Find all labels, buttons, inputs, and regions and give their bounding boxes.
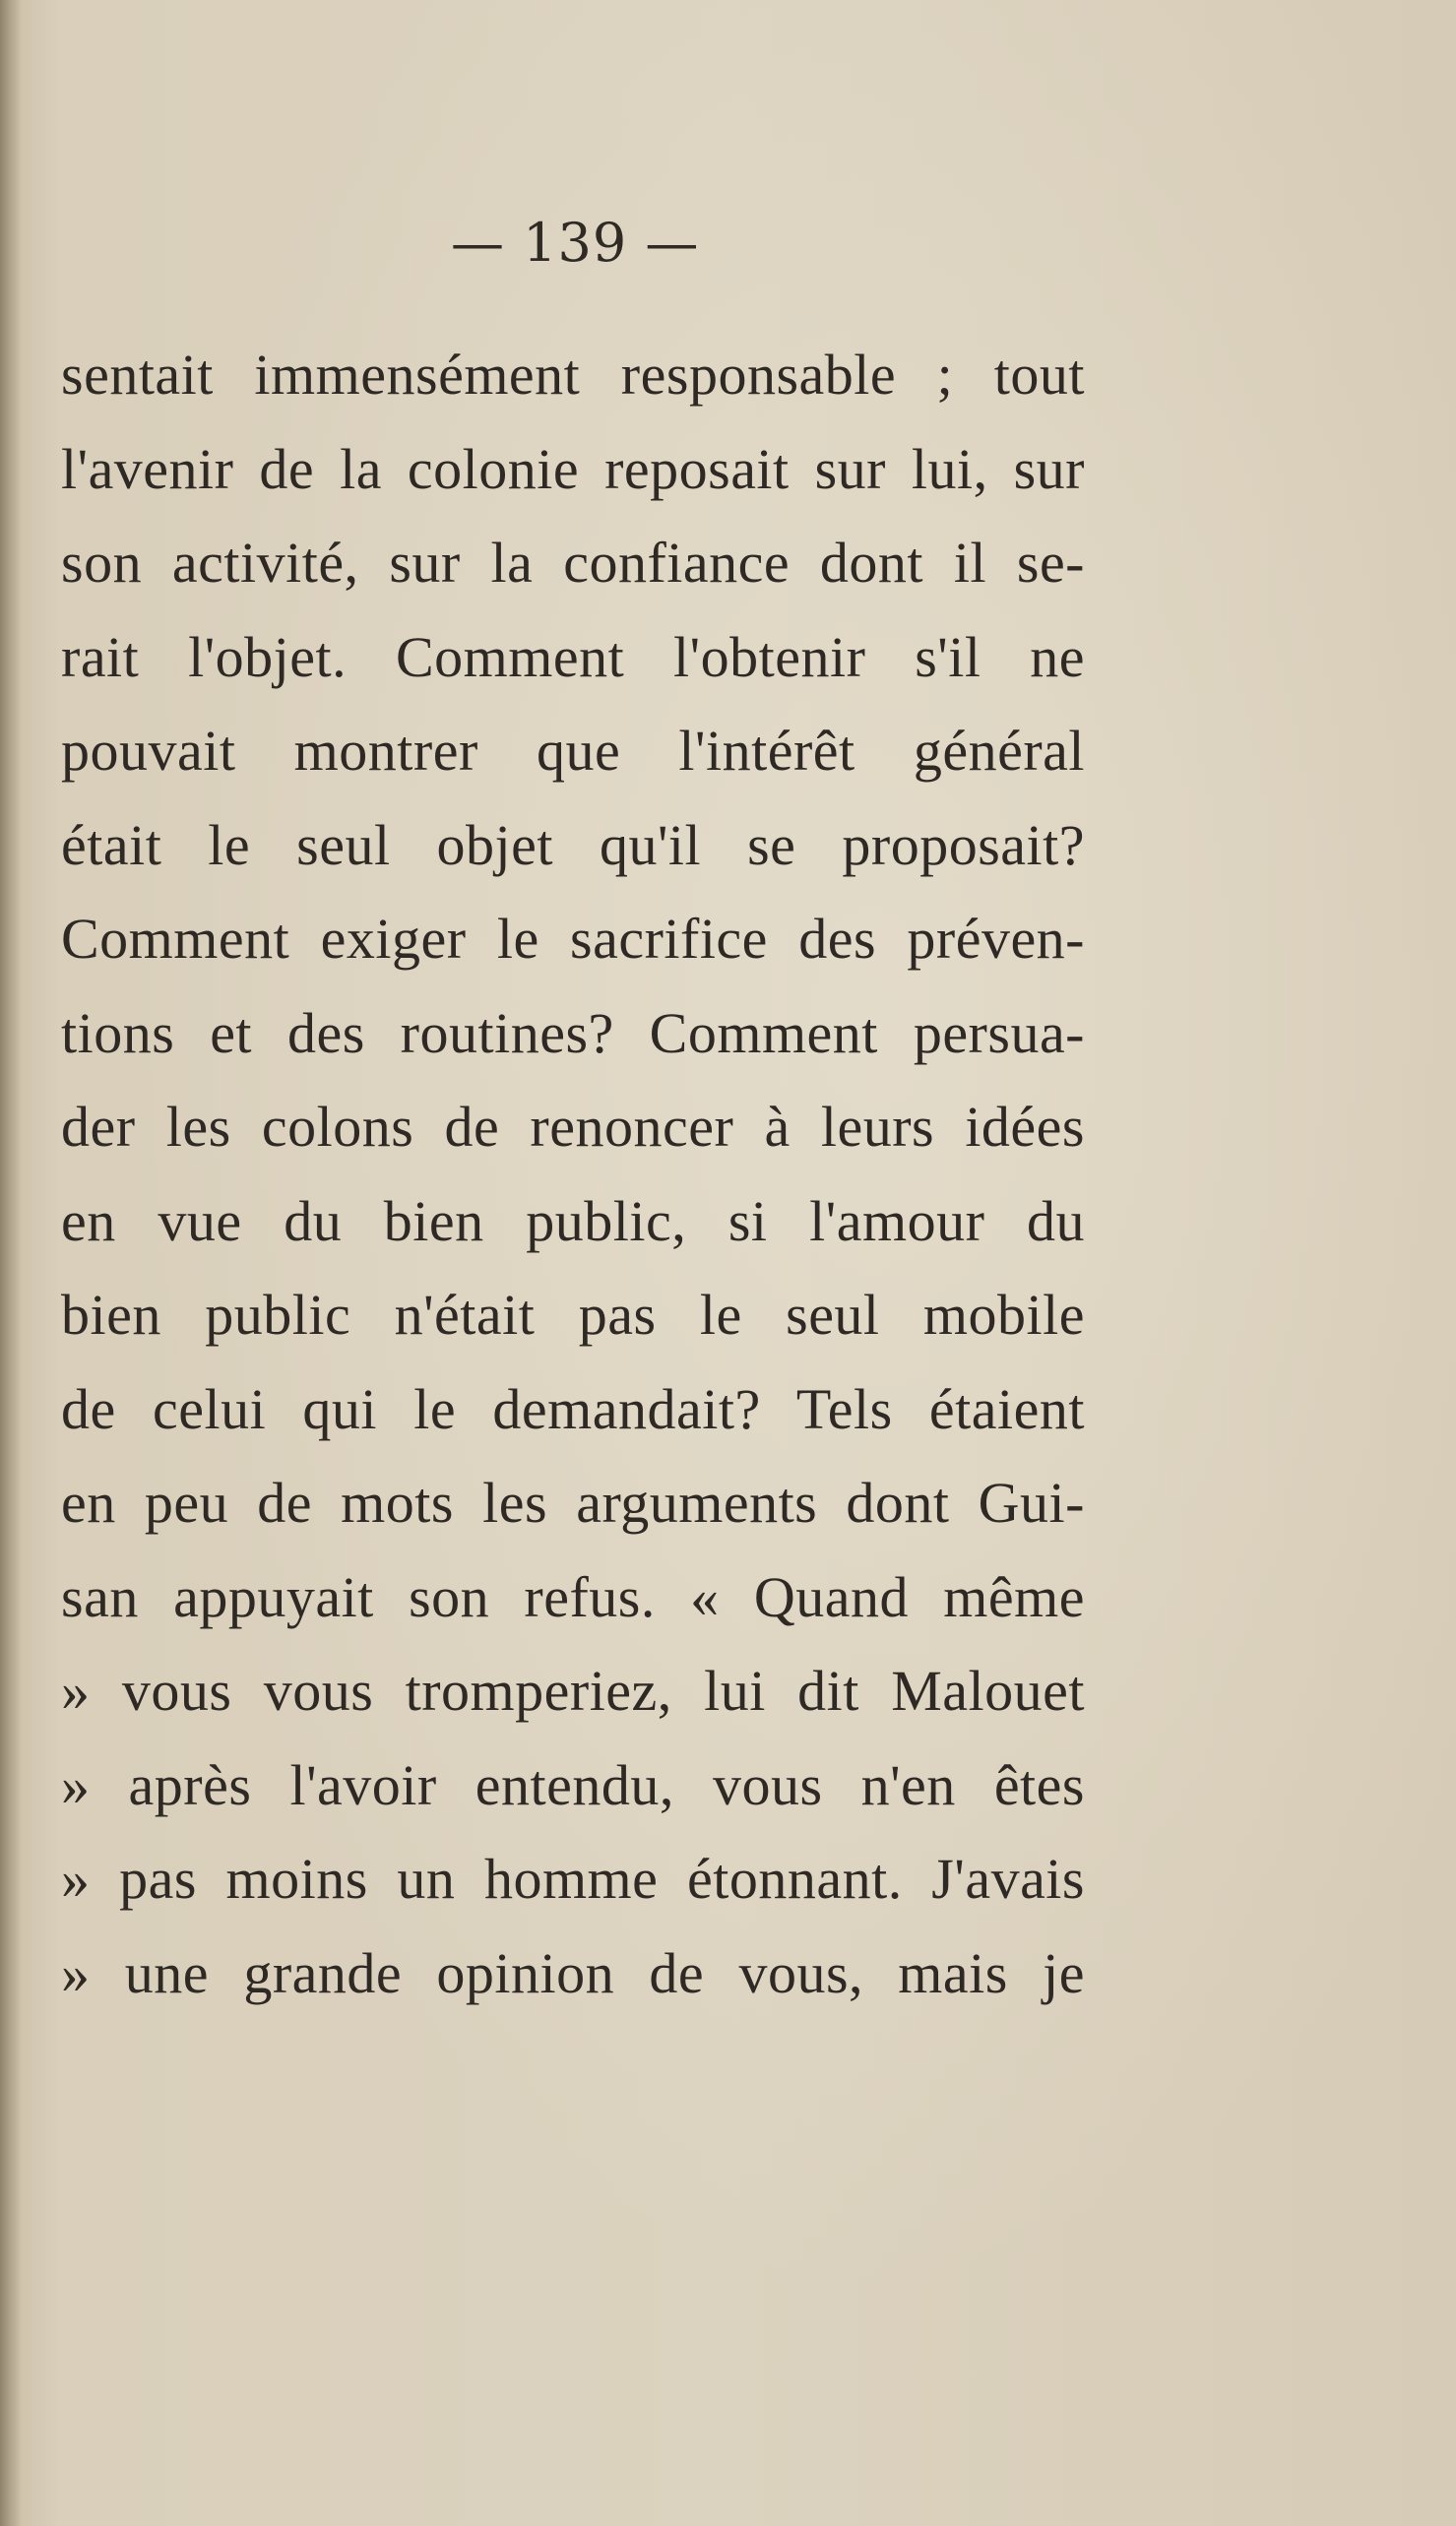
text-line: san appuyait son refus. « Quand même [61,1564,1085,1629]
text-line: der les colons de renoncer à leurs idées [61,1095,1085,1159]
text-line: était le seul objet qu'il se proposait? [61,812,1085,877]
text-line: tions et des routines? Comment persua- [61,1000,1085,1065]
page-binding-edge [0,0,22,2526]
page-number-label: — 139 — [451,212,700,274]
page-body-text [61,328,1085,2020]
text-line: pouvait montrer que l'intérêt général [61,719,1085,783]
text-line: » vous vous tromperiez, lui dit Malouet [61,1659,1085,1723]
text-line: en peu de mots les arguments dont Gui- [61,1471,1085,1535]
text-line: » une grande opinion de vous, mais je [61,1940,1085,2005]
text-line: rait l'objet. Comment l'obtenir s'il ne [61,624,1085,689]
text-line: Comment exiger le sacrifice des préven- [61,907,1085,971]
page-number [0,212,1456,274]
text-line: son activité, sur la confiance dont il se- [61,531,1085,595]
text-line: bien public n'était pas le seul mobile [61,1283,1085,1347]
text-line: sentait immensément responsable ; tout [61,343,1085,407]
text-line: l'avenir de la colonie reposait sur lui, sur [61,436,1085,501]
text-line: de celui qui le demandait? Tels étaient [61,1376,1085,1441]
text-line: en vue du bien public, si l'amour du [61,1188,1085,1253]
text-line: » pas moins un homme étonnant. J'avais [61,1847,1085,1911]
text-line: » après l'avoir entendu, vous n'en êtes [61,1752,1085,1817]
